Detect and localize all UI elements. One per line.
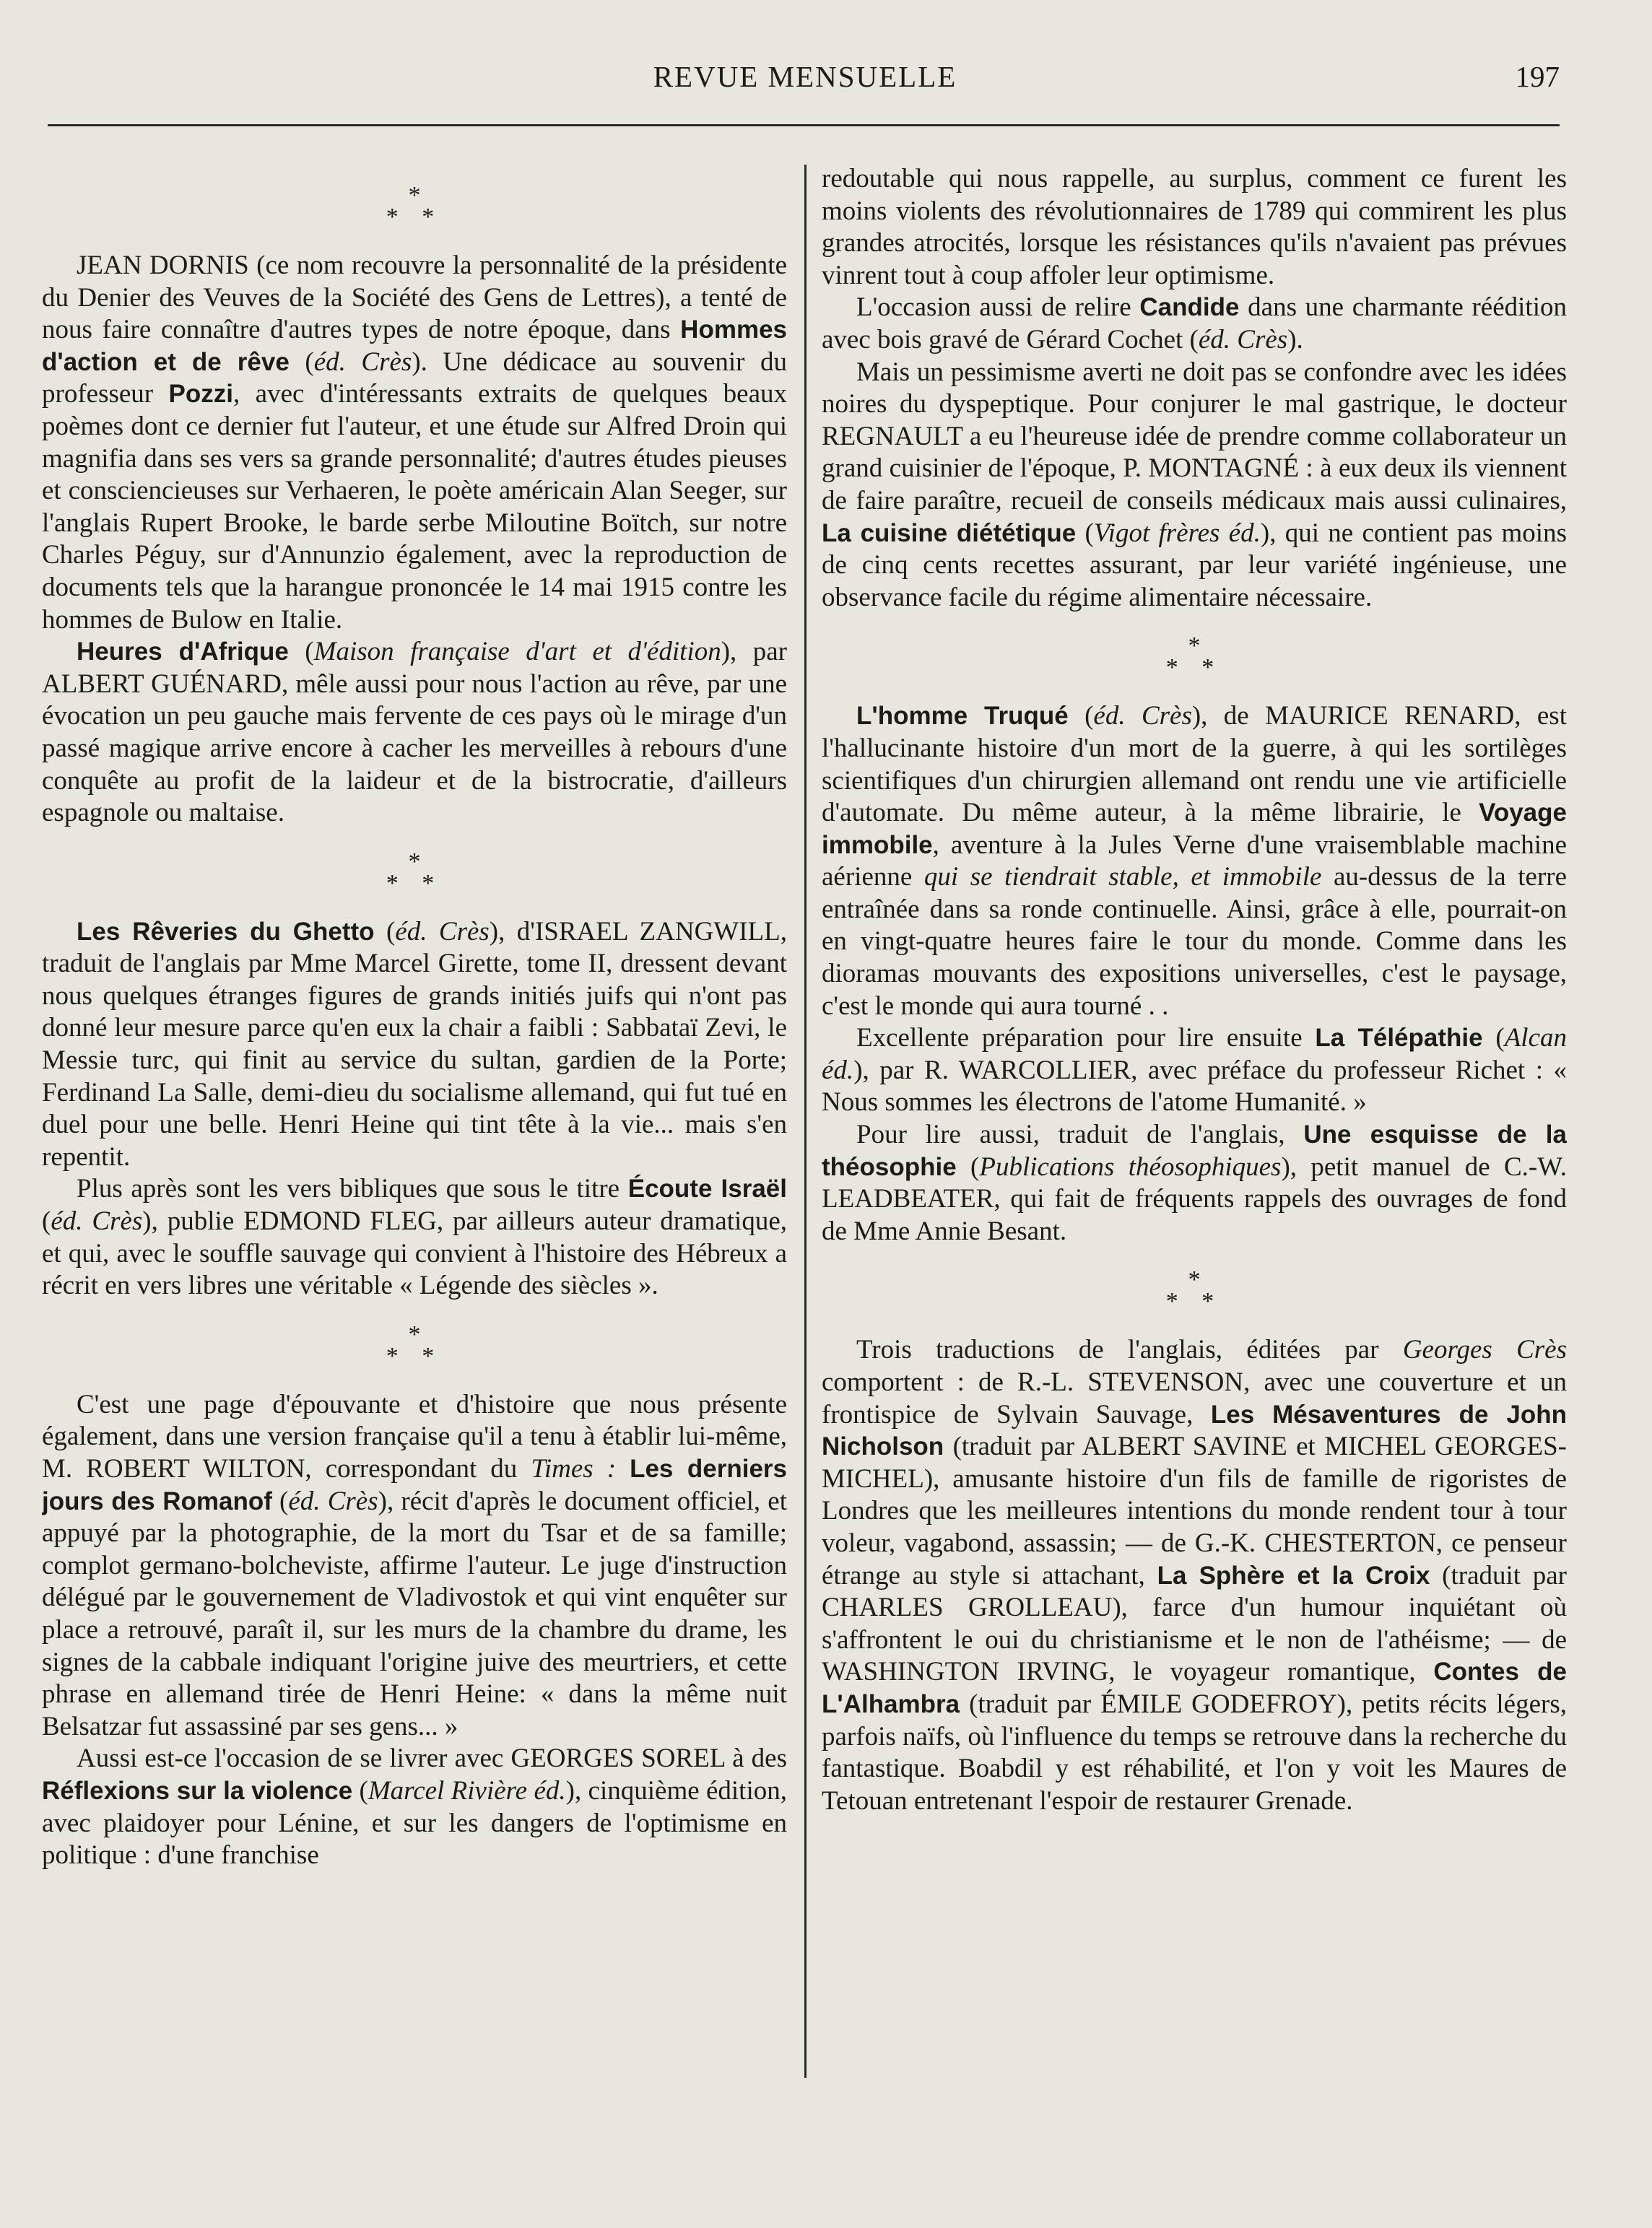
header-rule [48, 124, 1560, 126]
paragraph-jean-dornis: JEAN DORNIS (ce nom recouvre la personnalité de la présidente du Denier des Veuves de la Société des Gens de Lettres), a tenté de nous faire connaître d'autres types de notre époque, dans Hommes d'action et de rêve (éd. Crès). Une dédicace au souvenir du professeur Pozzi, avec d'intéressants extraits de quelques beaux poèmes dont ce dernier fut l'auteur, et une étude sur Alfred Droin qui magnifia dans ses vers sa grande personnalité; d'autres études pieuses et consciencieuses sur Verhaeren, le poète américain Alan Seeger, sur l'anglais Rupert Brooke, le barde serbe Miloutine Boïtch, sur notre Charles Péguy, sur d'Annunzio également, avec la reproduction de documents tels que la harangue prononcée le 14 mai 1915 contre les hommes de Bulow en Italie. [42, 251, 787, 635]
paragraph-trois-traductions: Trois traductions de l'anglais, éditées par Georges Crès comportent : de R.-L. STEVENSON, avec une couverture et un frontispice de Sylvain Sauvage, Les Mésaventures de John Nicholson (traduit par ALBERT SAVINE et MICHEL GEORGES-MICHEL), amusante histoire d'un fils de famille de rigoristes de Londres que les meilleures intentions du monde rendent tour à tour voleur, vagabond, assassin; — de G.-K. CHESTERTON, ce penseur étrange au style si attachant, La Sphère et la Croix (traduit par CHARLES GROLLEAU), farce d'un humour inquiétant où s'affrontent le oui du christianisme et le non de l'athéisme; — de WASHINGTON IRVING, le voyageur romantique, Contes de L'Alhambra (traduit par ÉMILE GODEFROY), petits récits légers, parfois naïfs, où l'influence du temps se retrouve dans la recherche du fantastique. Boabdil y est réhabilité, et l'on y voit les Maures de Tetouan entretenant l'espoir de restaurer Grenade. [822, 1335, 1567, 1816]
paragraph-reveries-ghetto: Les Rêveries du Ghetto (éd. Crès), d'ISRAEL ZANGWILL, traduit de l'anglais par Mme Marcel Girette, tome II, dressent devant nous quelques étranges figures de grands initiés juifs qui n'ont pas donné leur mesure parce qu'en eux la chair a faibli : Sabbataï Zevi, le Messie turc, qui finit au service du sultan, gardien de la Porte; Ferdinand La Salle, demi-dieu du socialisme allemand, qui fut tué en duel pour une belle. Henri Heine qui tint tête à la vie... mais s'en repentit. [42, 916, 787, 1172]
ornament-star-pair: * * [1165, 654, 1223, 682]
paragraph-sorel: Aussi est-ce l'occasion de se livrer avec GEORGES SOREL à des Réflexions sur la violence (Marcel Rivière éd.), cinquième édition, avec plaidoyer pour Lénine, et sur les dangers de l'optimisme en politique : d'une franchise [42, 1744, 787, 1871]
page-number: 197 [1515, 60, 1560, 93]
paragraph-telepathie: Excellente préparation pour lire ensuite La Télépathie (Alcan éd.), par R. WARCOLLIER, avec préface du professeur Richet : « Nous sommes les électrons de l'atome Humanité. » [822, 1023, 1567, 1118]
section-ornament [822, 614, 1567, 700]
ornament-star: * [1188, 1266, 1201, 1294]
section-ornament [42, 163, 787, 250]
ornament-star-pair: * * [1165, 1288, 1223, 1315]
paragraph-theosophie: Pour lire aussi, traduit de l'anglais, Une esquisse de la théosophie (Publications théosophiques), petit manuel de C.-W. LEADBEATER, qui fait de fréquents rappels des ouvrages de fond de Mme Annie Besant. [822, 1120, 1567, 1246]
journal-title: REVUE MENSUELLE [653, 60, 957, 93]
paragraph-ecoute-israel: Plus après sont les vers bibliques que sous le titre Écoute Israël (éd. Crès), publie EDMOND FLEG, par ailleurs auteur dramatique, et qui, avec le souffle sauvage qui convient à l'histoire des Hébreux a récrit en vers libres une véritable « Légende des siècles ». [42, 1174, 787, 1301]
ornament-star: * [408, 1320, 421, 1348]
left-column [42, 163, 787, 2076]
paragraph-continuation: redoutable qui nous rappelle, au surplus, comment ce furent les moins violents des révolutionnaires de 1789 qui commirent les plus grandes atrocités, lorsque les résistances qu'ils n'avaient pas prévues vinrent tout à coup affoler leur optimisme. [822, 164, 1567, 290]
paragraph-cuisine-dietetique: Mais un pessimisme averti ne doit pas se confondre avec les idées noires du dyspeptique. Pour conjurer le mal gastrique, le docteur REGNAULT a eu l'heureuse idée de prendre comme collaborateur un grand cuisinier de l'époque, P. MONTAGNÉ : à eux deux ils viennent de faire paraître, recueil de conseils médicaux mais aussi culinaires, La cuisine diététique (Vigot frères éd.), qui ne contient pas moins de cinq cents recettes assurant, par leur variété ingénieuse, une observance facile du régime alimentaire nécessaire. [822, 357, 1567, 612]
ornament-star: * [1188, 632, 1201, 660]
section-ornament [822, 1248, 1567, 1334]
ornament-star-pair: * * [386, 869, 443, 897]
ornament-star: * [408, 848, 421, 875]
ornament-star-pair: * * [386, 204, 443, 230]
paragraph-homme-truque: L'homme Truqué (éd. Crès), de MAURICE RENARD, est l'hallucinante histoire d'un mort de la guerre, à qui les sortilèges scientifiques d'un chirurgien allemand ont rendu une vie artificielle d'automate. Du même auteur, à la même librairie, le Voyage immobile, aventure à la Jules Verne d'une vraisemblable machine aérienne qui se tiendrait stable, et immobile au-dessus de la terre entraînée dans sa ronde continuelle. Ainsi, grâce à elle, pourrait-on en vingt-quatre heures faire le tour du monde. Comme dans les dioramas mouvants des expositions universelles, c'est le paysage, c'est le monde qui aura tourné . . [822, 701, 1567, 1021]
right-column [822, 163, 1567, 2076]
ornament-star: * [408, 182, 421, 209]
ornament-star-pair: * * [386, 1342, 443, 1370]
column-divider [804, 165, 807, 2078]
section-ornament [42, 1302, 787, 1389]
section-ornament [42, 830, 787, 916]
paragraph-heures-afrique: Heures d'Afrique (Maison française d'art et d'édition), par ALBERT GUÉNARD, mêle aussi pour nous l'action au rêve, par une évocation un peu gauche mais fervente de ces pays où le mirage d'un passé magique arrive encore à cacher les merveilles à rebours d'une conquête au profit de la laideur et de la bistrocratie, d'ailleurs espagnole ou maltaise. [42, 637, 787, 828]
paragraph-candide: L'occasion aussi de relire Candide dans une charmante réédition avec bois gravé de Gérard Cochet (éd. Crès). [822, 292, 1567, 354]
running-header [51, 55, 1560, 105]
paragraph-romanof: C'est une page d'épouvante et d'histoire que nous présente également, dans une version française qu'il a tenu à établir lui-même, M. ROBERT WILTON, correspondant du Times : Les derniers jours des Romanof (éd. Crès), récit d'après le document officiel, et appuyé par la photographie, de la mort du Tsar et de sa famille; complot germano-bolcheviste, affirme l'auteur. Le juge d'instruction délégué par le gouvernement de Vladivostok et qui vint enquêter sur place a retrouvé, paraît il, sur les murs de la chambre du drame, les signes de la cabbale indiquant l'origine juive des meurtriers, et cette phrase en allemand tirée de Henri Heine: « dans la même nuit Belsatzar fut assassiné par ses gens... » [42, 1389, 787, 1741]
